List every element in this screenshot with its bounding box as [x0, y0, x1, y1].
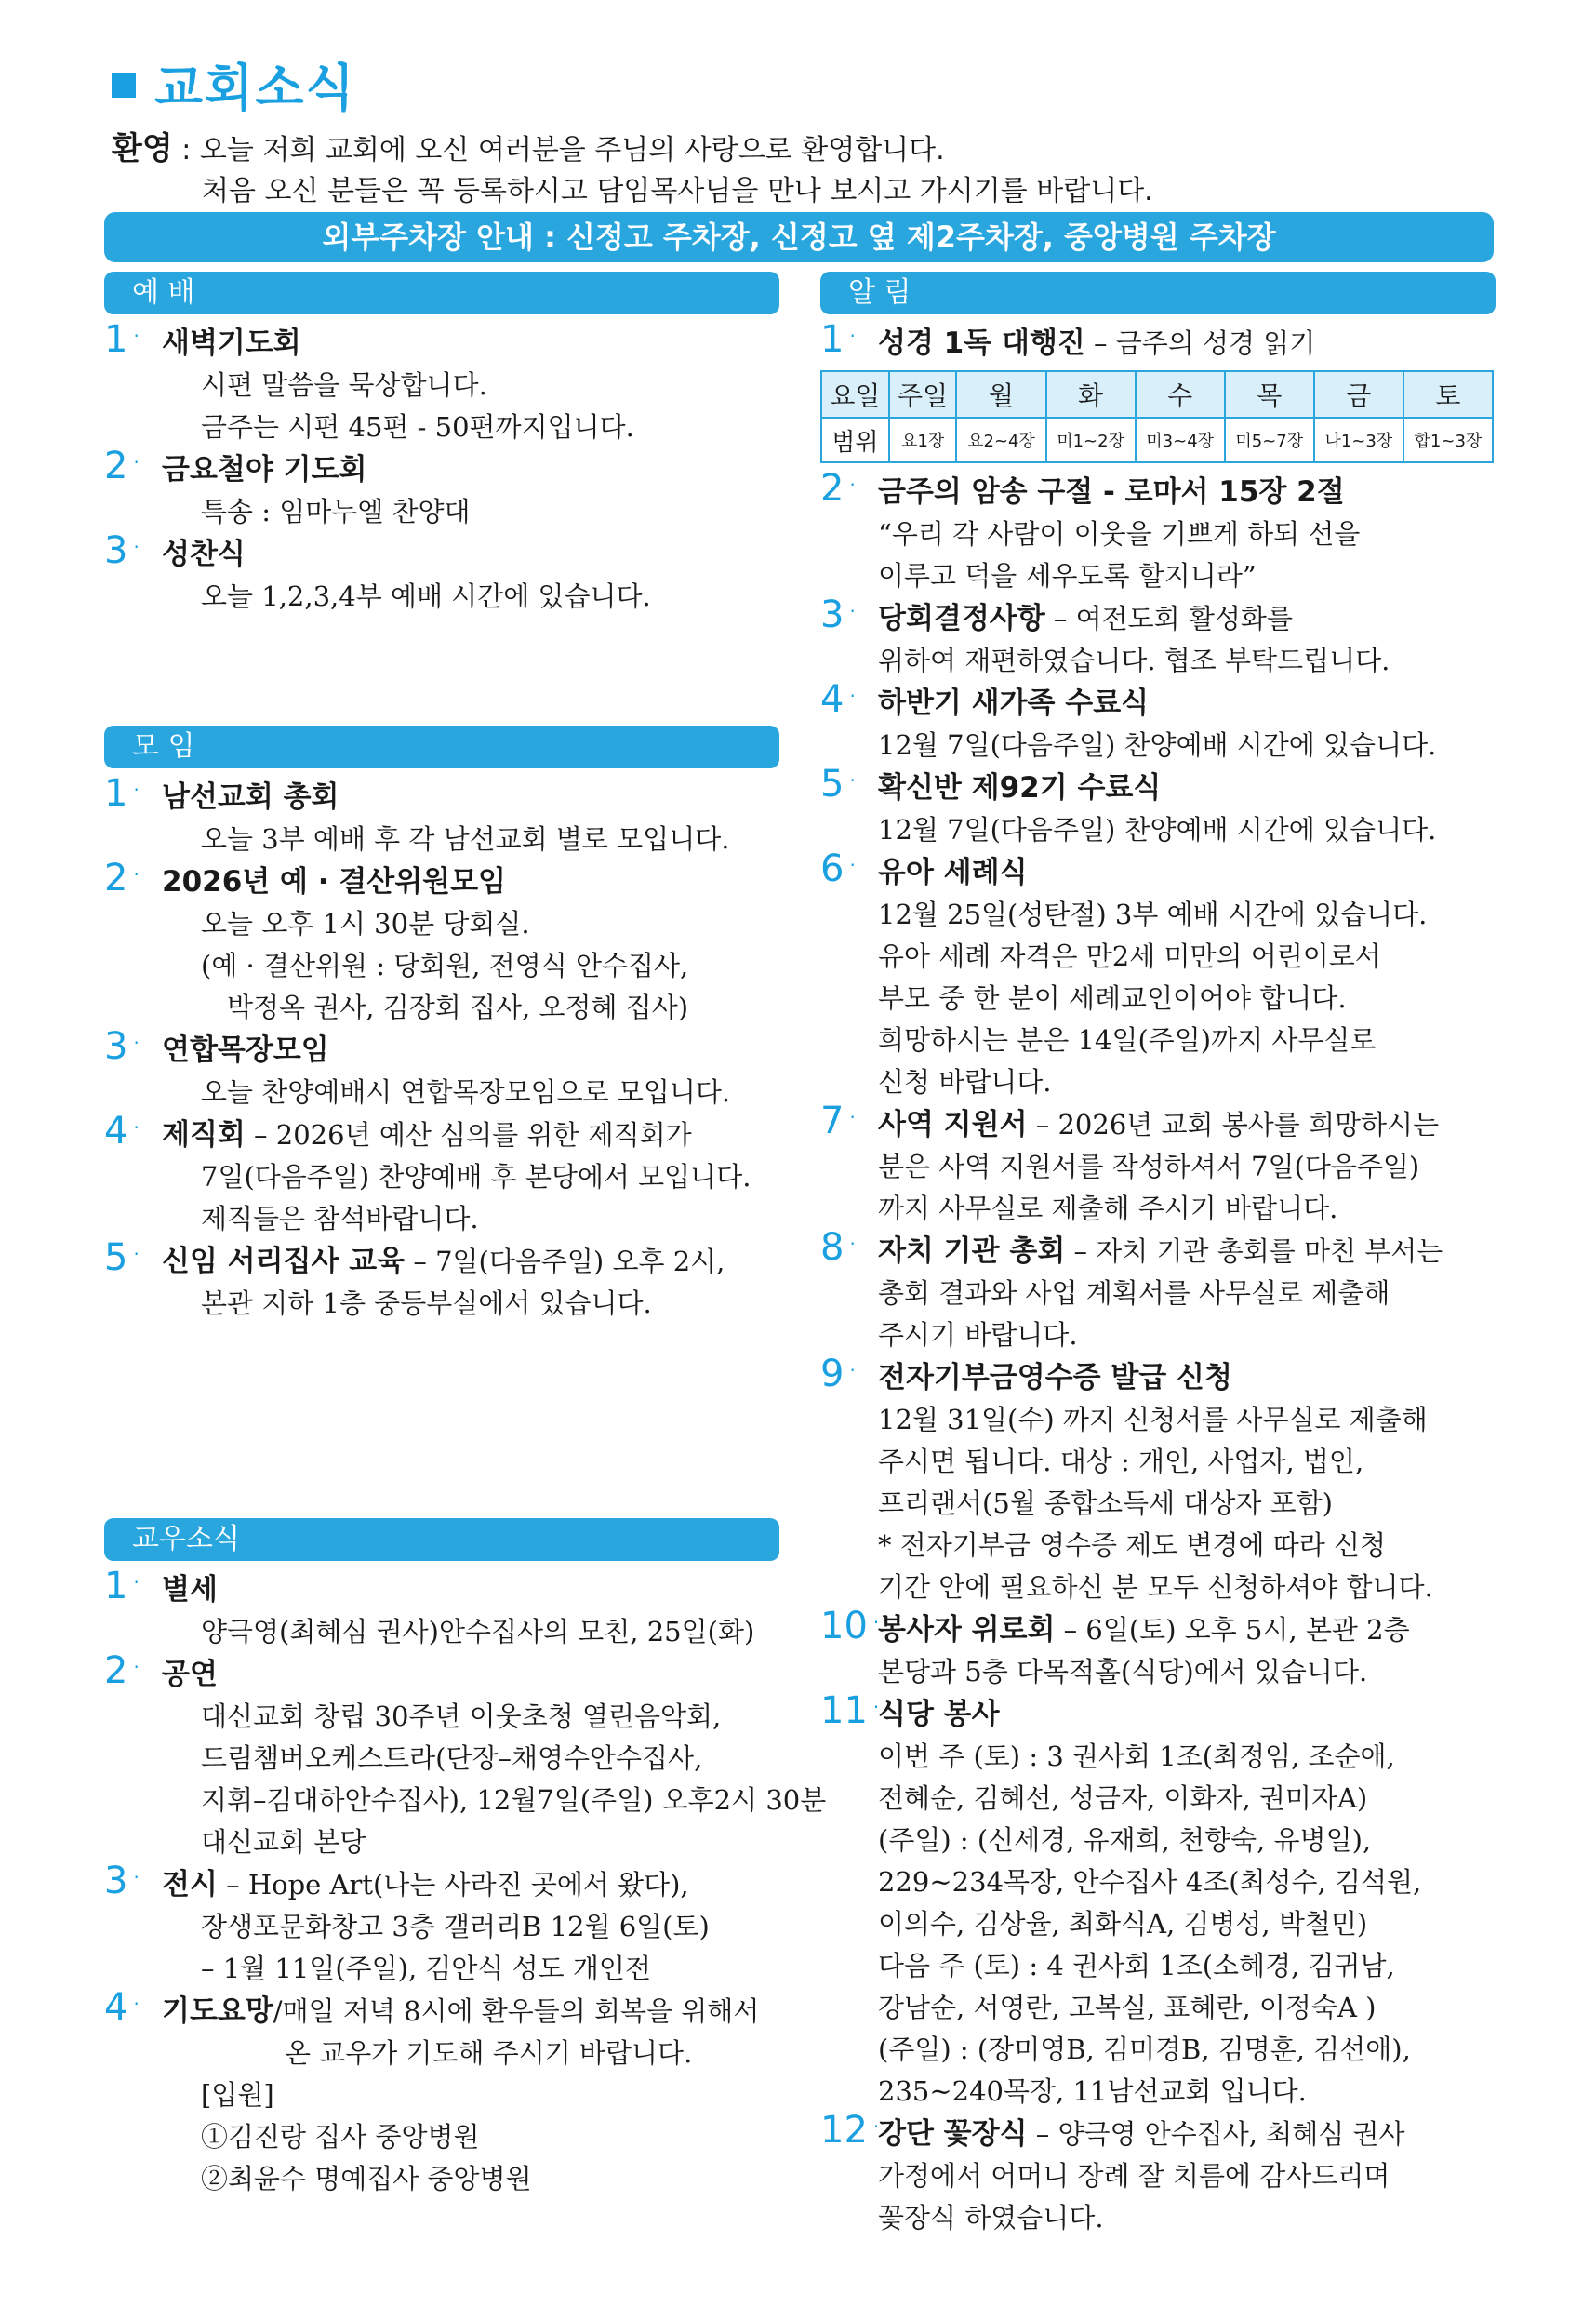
- parking-banner: 외부주차장 안내 : 신정고 주차장, 신정고 옆 제2주차장, 중앙병원 주차장: [104, 212, 1494, 262]
- item-number: 1 ·: [104, 318, 140, 361]
- table-cell: 나1~3장: [1314, 418, 1403, 462]
- item-title: 당회결정사항 – 여전도회 활성화를: [878, 602, 1293, 635]
- item-line: 이루고 덕을 세우도록 할지니라”: [878, 560, 1257, 592]
- table-cell: 미3~4장: [1136, 418, 1225, 462]
- item-line: 시편 말씀을 묵상합니다.: [201, 369, 487, 401]
- table-cell: 요1장: [889, 418, 957, 462]
- members-item: [104, 1649, 827, 1863]
- page-title: [112, 48, 356, 120]
- item-line: 대신교회 창립 30주년 이웃초청 열린음악회,: [201, 1700, 722, 1732]
- item-line: “우리 각 사람이 이웃을 기쁘게 하되 선을: [878, 518, 1361, 550]
- notice-item: [820, 1353, 1496, 1608]
- item-line: 특송 : 임마누엘 찬양대: [201, 496, 471, 527]
- item-line: 이의수, 김상율, 최화식A, 김병성, 박철민): [878, 1908, 1368, 1940]
- notice-item: [820, 847, 1496, 1103]
- item-line: 7일(다음주일) 찬양예배 후 본당에서 모입니다.: [201, 1161, 751, 1193]
- item-line: 양극영(최혜심 권사)안수집사의 모친, 25일(화): [201, 1616, 755, 1647]
- worship-item: [104, 529, 779, 618]
- item-number: 11 ·: [820, 1689, 880, 1732]
- item-line: 본당과 5층 다목적홀(식당)에서 있습니다.: [878, 1656, 1368, 1687]
- item-title: 기도요망/매일 저녁 8시에 환우들의 회복을 위해서: [162, 1994, 760, 2028]
- item-line: ②최윤수 명예집사 중앙병원: [201, 2163, 532, 2194]
- item-title: 금요철야 기도회: [162, 453, 367, 487]
- item-title: 사역 지원서 – 2026년 교회 봉사를 희망하시는: [878, 1108, 1440, 1141]
- item-line: 기간 안에 필요하신 분 모두 신청하셔야 합니다.: [878, 1571, 1433, 1603]
- item-line: 까지 사무실로 제출해 주시기 바랍니다.: [878, 1193, 1338, 1224]
- item-line: 주시면 됩니다. 대상 : 개인, 사업자, 법인,: [878, 1446, 1364, 1477]
- item-number: 3 ·: [820, 593, 856, 636]
- notice-item: [820, 467, 1496, 597]
- table-cell: 토: [1403, 371, 1493, 418]
- members-item: [104, 1860, 826, 1990]
- item-number: 4 ·: [104, 1986, 140, 2029]
- item-title: 확신반 제92기 수료식: [878, 771, 1162, 805]
- item-line: 지휘–김대하안수집사), 12월7일(주일) 오후2시 30분: [201, 1784, 827, 1816]
- item-line: 이번 주 (토) : 3 권사회 1조(최정임, 조순애,: [878, 1740, 1395, 1772]
- table-cell: 미5~7장: [1225, 418, 1314, 462]
- item-line: 제직들은 참석바랍니다.: [201, 1203, 479, 1234]
- item-line: (예 · 결산위원 : 당회원, 전영식 안수집사,: [201, 950, 689, 981]
- table-cell: 합1~3장: [1403, 418, 1493, 462]
- item-number: 3 ·: [104, 529, 140, 572]
- item-line: 신청 바랍니다.: [878, 1066, 1052, 1098]
- notice-item: [820, 1605, 1496, 1693]
- notice-section: [820, 272, 1496, 2239]
- item-number: 3 ·: [104, 1860, 140, 1902]
- item-title: 공연: [162, 1658, 218, 1691]
- members-section: [104, 1518, 826, 2200]
- table-cell: 주일: [889, 371, 957, 418]
- table-cell: 요일: [821, 371, 889, 418]
- item-title: 금주의 암송 구절 - 로마서 15장 2절: [878, 475, 1345, 509]
- item-line: (주일) : (장미영B, 김미경B, 김명훈, 김선애),: [878, 2034, 1411, 2065]
- item-number: 2 ·: [104, 1649, 140, 1692]
- notice-item: [820, 2109, 1496, 2239]
- meeting-item: [104, 1025, 779, 1113]
- item-number: 2 ·: [104, 857, 140, 900]
- table-cell: 금: [1314, 371, 1403, 418]
- item-title: 하반기 새가족 수료식: [878, 687, 1150, 720]
- table-cell: 범위: [821, 418, 889, 462]
- item-title: 새벽기도회: [162, 327, 301, 360]
- item-number: 2 ·: [820, 467, 856, 510]
- item-line: 235~240목장, 11남선교회 입니다.: [878, 2075, 1307, 2107]
- item-title: 전시 – Hope Art(나는 사라진 곳에서 왔다),: [162, 1868, 689, 1901]
- page-title-text: 교회소식: [154, 59, 356, 117]
- item-number: 3 ·: [104, 1025, 140, 1068]
- table-cell: 수: [1136, 371, 1225, 418]
- table-cell: 월: [956, 371, 1045, 418]
- notice-item: [820, 678, 1496, 767]
- table-cell: 화: [1046, 371, 1136, 418]
- item-line: 대신교회 본당: [201, 1826, 366, 1858]
- item-number: 12 ·: [820, 2109, 880, 2152]
- item-line: [입원]: [201, 2079, 274, 2111]
- item-line: 12월 7일(다음주일) 찬양예배 시간에 있습니다.: [878, 814, 1437, 846]
- item-title: 신임 서리집사 교육 – 7일(다음주일) 오후 2시,: [162, 1245, 725, 1278]
- notice-item: [820, 593, 1496, 682]
- bible-table-ranges-row: [821, 418, 1493, 462]
- item-line: ①김진랑 집사 중앙병원: [201, 2121, 480, 2153]
- meeting-item: [104, 1236, 779, 1325]
- item-title: 전자기부금영수증 발급 신청: [878, 1361, 1232, 1394]
- item-title: 봉사자 위로회 – 6일(토) 오후 5시, 본관 2층: [878, 1613, 1410, 1647]
- welcome-line-2: 처음 오신 분들은 꼭 등록하시고 담임목사님을 만나 보시고 가시기를 바랍니다.: [202, 175, 1153, 207]
- item-line: 전혜순, 김혜선, 성금자, 이화자, 권미자A): [878, 1782, 1368, 1814]
- item-line: 프리랜서(5월 종합소득세 대상자 포함): [878, 1487, 1333, 1519]
- item-line: 229~234목장, 안수집사 4조(최성수, 김석원,: [878, 1866, 1422, 1898]
- item-number: 2 ·: [104, 445, 140, 487]
- bible-table-days-row: [821, 371, 1493, 418]
- item-line: 금주는 시편 45편 - 50편까지입니다.: [201, 411, 634, 443]
- item-title: 강단 꽃장식 – 양극영 안수집사, 최혜심 권사: [878, 2117, 1405, 2151]
- item-line: * 전자기부금 영수증 제도 변경에 따라 신청: [878, 1529, 1387, 1561]
- item-title: 2026년 예 · 결산위원모임: [162, 865, 507, 899]
- notice-item: [820, 1100, 1496, 1230]
- worship-header: 예 배: [104, 272, 779, 314]
- item-line: 드림챔버오케스트라(단장–채영수안수집사,: [201, 1742, 703, 1774]
- item-line: 꽃장식 하였습니다.: [878, 2202, 1104, 2234]
- item-line: 희망하시는 분은 14일(주일)까지 사무실로: [878, 1024, 1377, 1056]
- meeting-header: 모 임: [104, 726, 779, 768]
- item-line: 장생포문화창고 3층 갤러리B 12월 6일(토): [201, 1911, 710, 1942]
- table-cell: 목: [1225, 371, 1314, 418]
- members-item: [104, 1565, 826, 1653]
- members-item: [104, 1986, 826, 2200]
- meeting-item: [104, 857, 779, 1029]
- item-title: 연합목장모임: [162, 1033, 329, 1067]
- bible-reading-table: [820, 370, 1494, 463]
- meeting-section: [104, 726, 779, 1325]
- item-number: 7 ·: [820, 1100, 856, 1142]
- item-title: 남선교회 총회: [162, 780, 339, 814]
- item-title: 식당 봉사: [878, 1698, 1000, 1731]
- welcome-line-1: 오늘 저희 교회에 오신 여러분을 주님의 사랑으로 환영합니다.: [199, 134, 945, 167]
- item-title: 제직회 – 2026년 예산 심의를 위한 제직회가: [162, 1118, 692, 1152]
- item-number: 8 ·: [820, 1226, 856, 1269]
- item-line: 주시기 바랍니다.: [878, 1319, 1078, 1351]
- item-line: 온 교우가 기도해 주시기 바랍니다.: [285, 2037, 693, 2069]
- item-line: 12월 31일(수) 까지 신청서를 사무실로 제출해: [878, 1404, 1428, 1435]
- worship-item: [104, 318, 779, 448]
- item-line: 12월 7일(다음주일) 찬양예배 시간에 있습니다.: [878, 729, 1437, 761]
- item-line: 오늘 3부 예배 후 각 남선교회 별로 모입니다.: [201, 823, 730, 855]
- item-line: 강남순, 서영란, 고복실, 표혜란, 이정숙A ): [878, 1992, 1377, 2023]
- welcome-label: 환영: [112, 130, 173, 167]
- table-cell: 미1~2장: [1046, 418, 1136, 462]
- notice-item: [820, 763, 1496, 851]
- item-line: 오늘 찬양예배시 연합목장모임으로 모입니다.: [201, 1076, 731, 1108]
- item-line: 다음 주 (토) : 4 권사회 1조(소혜경, 김귀남,: [878, 1950, 1395, 1981]
- table-cell: 요2~4장: [956, 418, 1045, 462]
- item-title: 유아 세례식: [878, 856, 1028, 889]
- item-number: 4 ·: [104, 1110, 140, 1153]
- item-number: 6 ·: [820, 847, 856, 890]
- notice-header: 알 림: [820, 272, 1496, 314]
- meeting-item: [104, 772, 779, 860]
- item-line: 분은 사역 지원서를 작성하셔서 7일(다음주일): [878, 1151, 1420, 1182]
- meeting-item: [104, 1110, 779, 1240]
- notice-item: [820, 1689, 1496, 2113]
- item-line: 박정옥 권사, 김장회 집사, 오정혜 집사): [227, 992, 689, 1023]
- square-bullet-icon: [112, 73, 136, 98]
- item-title: 별세: [162, 1573, 218, 1607]
- item-number: 9 ·: [820, 1353, 856, 1395]
- item-title: 성찬식: [162, 538, 246, 571]
- item-line: 위하여 재편하였습니다. 협조 부탁드립니다.: [878, 645, 1390, 676]
- item-number: 5 ·: [820, 763, 856, 806]
- worship-section: [104, 272, 779, 618]
- item-line: 가정에서 어머니 장례 잘 치름에 감사드리며: [878, 2160, 1390, 2192]
- notice-item: [820, 318, 1496, 365]
- item-number: 4 ·: [820, 678, 856, 721]
- item-number: 1 ·: [104, 1565, 140, 1607]
- item-line: 오늘 오후 1시 30분 당회실.: [201, 908, 530, 940]
- item-line: – 1월 11일(주일), 김안식 성도 개인전: [201, 1953, 651, 1984]
- item-number: 5 ·: [104, 1236, 140, 1279]
- item-number: 1 ·: [820, 318, 856, 361]
- members-header: 교우소식: [104, 1518, 779, 1561]
- item-line: 유아 세례 자격은 만2세 미만의 어린이로서: [878, 940, 1381, 972]
- welcome-sep: :: [172, 134, 200, 167]
- item-line: 부모 중 한 분이 세례교인이어야 합니다.: [878, 982, 1347, 1014]
- welcome-message: [112, 128, 1153, 212]
- item-line: 본관 지하 1층 중등부실에서 있습니다.: [201, 1287, 652, 1319]
- notice-item: [820, 1226, 1496, 1356]
- item-line: 총회 결과와 사업 계획서를 사무실로 제출해: [878, 1277, 1390, 1309]
- item-title: 성경 1독 대행진 – 금주의 성경 읽기: [878, 327, 1316, 360]
- item-line: 12월 25일(성탄절) 3부 예배 시간에 있습니다.: [878, 899, 1428, 930]
- item-line: 오늘 1,2,3,4부 예배 시간에 있습니다.: [201, 580, 651, 612]
- item-number: 1 ·: [104, 772, 140, 815]
- item-number: 10 ·: [820, 1605, 880, 1647]
- item-line: (주일) : (신세경, 유재희, 천향숙, 유병일),: [878, 1824, 1372, 1856]
- worship-item: [104, 445, 779, 533]
- item-title: 자치 기관 총회 – 자치 기관 총회를 마친 부서는: [878, 1234, 1443, 1268]
